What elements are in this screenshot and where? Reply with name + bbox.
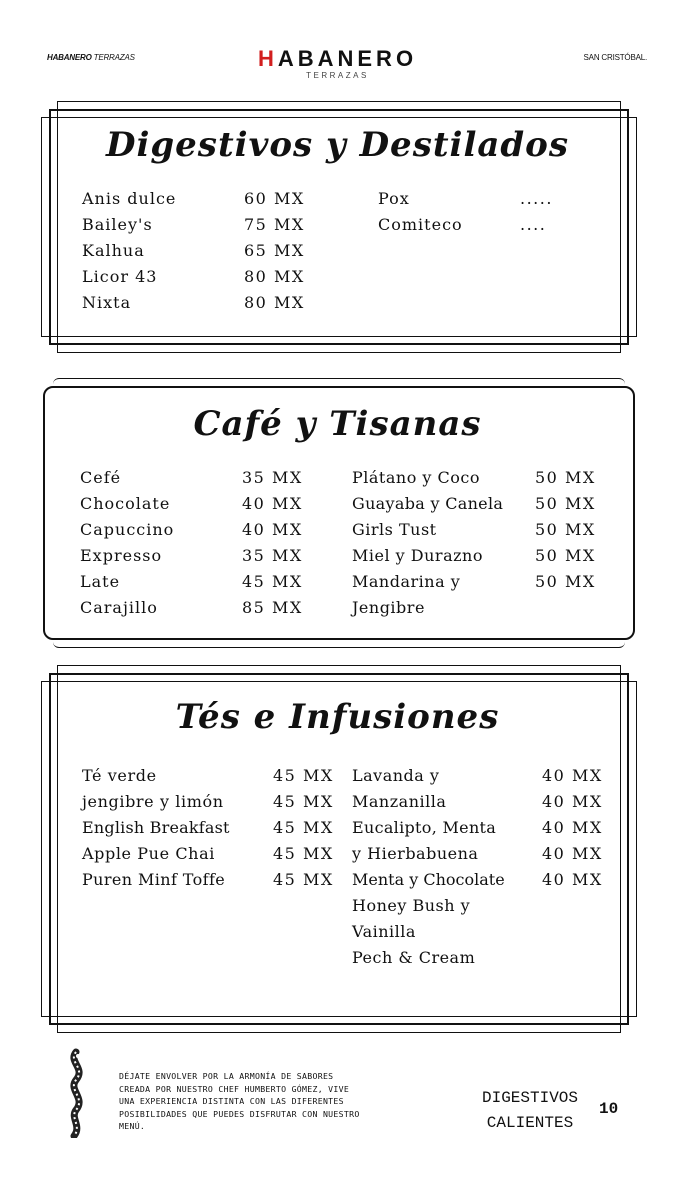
price: 40 MX <box>242 520 303 539</box>
cafe-left-prices <box>242 465 303 621</box>
price: 40 MX <box>242 494 303 513</box>
list-item: Jengibre <box>352 598 425 617</box>
digestivos-right-prices <box>520 186 553 238</box>
price: 65 MX <box>244 241 305 260</box>
cafe-right-list <box>352 465 503 621</box>
list-item: Manzanilla <box>352 792 447 811</box>
note-line: POSIBILIDADES QUE PUEDES DISFRUTAR CON NUESTRO <box>119 1108 360 1119</box>
price: 45 MX <box>242 572 303 591</box>
price: 35 MX <box>242 546 303 565</box>
list-item: Pech & Cream <box>352 948 476 967</box>
list-item: Honey Bush y <box>352 896 471 915</box>
list-item: Guayaba y Canela <box>352 494 504 513</box>
price: 85 MX <box>242 598 303 617</box>
price: 50 MX <box>535 494 596 513</box>
list-item: Plátano y Coco <box>352 468 481 487</box>
price: 50 MX <box>535 468 596 487</box>
digestivos-left-list <box>82 186 176 316</box>
list-item: Apple Pue Chai <box>82 844 215 863</box>
list-item: Pox <box>378 189 410 208</box>
note-line: CREADA POR NUESTRO CHEF HUMBERTO GÓMEZ, VIVE <box>119 1083 350 1094</box>
tes-right-prices <box>542 763 603 893</box>
list-item: Capuccino <box>80 520 175 539</box>
list-item: Carajillo <box>80 598 158 617</box>
price: 40 MX <box>542 844 603 863</box>
price: 75 MX <box>244 215 305 234</box>
note-line: DÉJATE ENVOLVER POR LA ARMONÍA DE SABORES <box>119 1071 334 1081</box>
list-item: Expresso <box>80 546 163 565</box>
brand-thin: TERRAZAS <box>93 53 135 62</box>
price: 50 MX <box>535 520 596 539</box>
page-number: 10 <box>599 1100 619 1118</box>
logo <box>0 48 675 80</box>
list-item: jengibre y limón <box>82 792 224 811</box>
brand-bold: HABANERO <box>47 53 92 62</box>
section-label-line: DIGESTIVOS <box>481 1089 578 1107</box>
section-title-tes: Tés e Infusiones <box>175 697 500 737</box>
list-item: y Hierbabuena <box>352 844 479 863</box>
cafe-left-list <box>80 465 174 621</box>
price: 50 MX <box>535 546 596 565</box>
note-line: UNA EXPERIENCIA DISTINTA CON LAS DIFERENTES <box>119 1096 344 1106</box>
price: 45 MX <box>273 766 334 785</box>
octopus-tentacle-icon <box>64 1048 94 1138</box>
section-title-digestivos: Digestivos y Destilados <box>106 125 569 165</box>
price: 80 MX <box>244 267 305 286</box>
section-label-line: CALIENTES <box>486 1114 574 1132</box>
list-item: Eucalipto, Menta <box>352 818 497 837</box>
list-item: Girls Tust <box>352 520 437 539</box>
list-item: Menta y Chocolate <box>352 870 505 889</box>
list-item: Vainilla <box>352 922 416 941</box>
list-item: Comiteco <box>378 215 463 234</box>
digestivos-left-prices <box>244 186 305 316</box>
price: 40 MX <box>542 766 603 785</box>
list-item: Miel y Durazno <box>352 546 483 565</box>
footer-note <box>119 1070 429 1133</box>
price: 60 MX <box>244 189 305 208</box>
price: 45 MX <box>273 792 334 811</box>
price: 35 MX <box>242 468 303 487</box>
list-item: Puren Minf Toffe <box>82 870 226 889</box>
section-title-cafe: Café y Tisanas <box>193 404 482 444</box>
price: 45 MX <box>273 870 334 889</box>
tes-left-prices <box>273 763 334 893</box>
list-item: Kalhua <box>82 241 145 260</box>
note-line: MENÚ. <box>119 1121 146 1131</box>
price: 40 MX <box>542 818 603 837</box>
list-item: Mandarina y <box>352 572 461 591</box>
list-item: Té verde <box>82 766 157 785</box>
list-item: Licor 43 <box>82 267 158 286</box>
logo-name: ABANERO <box>277 46 418 71</box>
price: 80 MX <box>244 293 305 312</box>
price: ..... <box>520 189 553 208</box>
list-item: Late <box>80 572 121 591</box>
list-item: Anis dulce <box>82 189 177 208</box>
location-label: SAN CRISTÓBAL. <box>583 53 647 62</box>
list-item: Lavanda y <box>352 766 440 785</box>
list-item: Bailey's <box>82 215 153 234</box>
price: 50 MX <box>535 572 596 591</box>
price: .... <box>520 215 547 234</box>
list-item: Cefé <box>80 468 122 487</box>
tes-left-list <box>82 763 230 893</box>
digestivos-right-list <box>378 186 463 238</box>
price: 40 MX <box>542 792 603 811</box>
price: 45 MX <box>273 844 334 863</box>
tes-right-list <box>352 763 505 971</box>
logo-initial: H <box>257 46 278 71</box>
cafe-right-prices <box>535 465 596 595</box>
list-item: English Breakfast <box>82 818 230 837</box>
section-label <box>470 1086 590 1136</box>
list-item: Nixta <box>82 293 132 312</box>
list-item: Chocolate <box>80 494 171 513</box>
price: 45 MX <box>273 818 334 837</box>
price: 40 MX <box>542 870 603 889</box>
logo-subtitle: TERRAZAS <box>306 71 369 80</box>
